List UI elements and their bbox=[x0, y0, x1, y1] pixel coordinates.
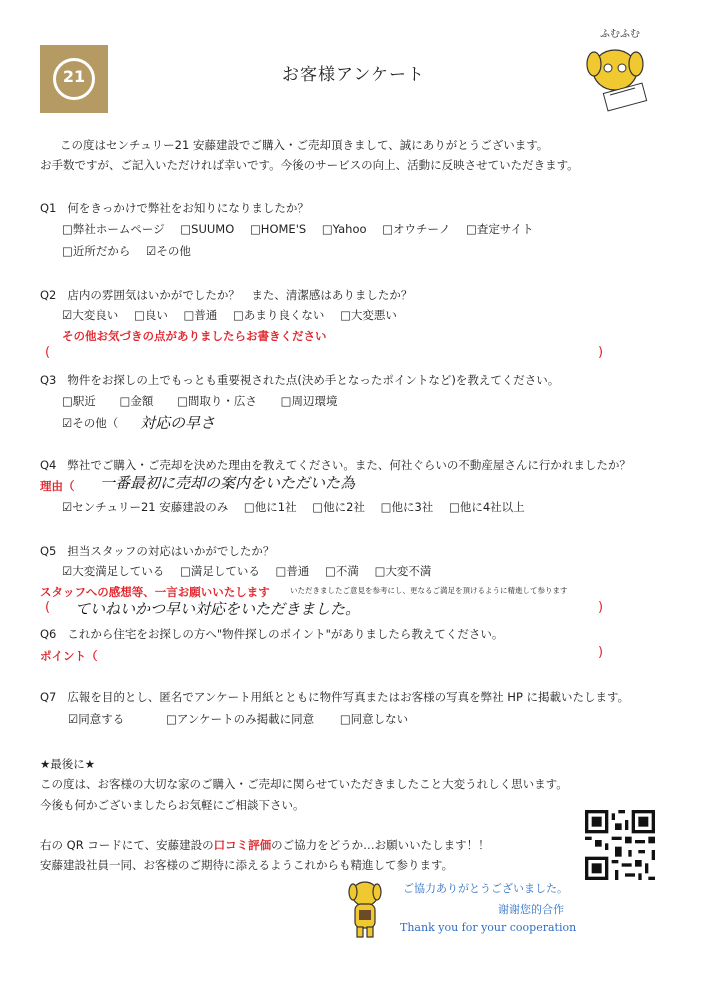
q1-option-yahoo[interactable]: □Yahoo bbox=[321, 222, 367, 236]
thanks-english: Thank you for your cooperation bbox=[400, 921, 577, 934]
q7-label: Q7 bbox=[40, 690, 57, 704]
closing-line-4: 安藤建設社員一同、お客様のご期待に添えるようこれからも精進して参ります。 bbox=[40, 858, 454, 872]
q1-text: 何をきっかけで弊社をお知りになりましたか？ bbox=[67, 201, 309, 215]
q1-option-suumo[interactable]: □SUUMO bbox=[180, 222, 235, 236]
q2-question bbox=[40, 287, 412, 303]
q5-option-very-satisfied[interactable]: ☑大変満足している bbox=[62, 564, 165, 578]
closing-line-2: 今後も何かございましたらお気軽にご相談下さい。 bbox=[40, 798, 305, 812]
q5-question bbox=[40, 543, 274, 559]
q2-paren-close: ) bbox=[598, 345, 604, 360]
q5-option-very-unsatisfied[interactable]: □大変不満 bbox=[374, 564, 432, 578]
page-title: お客様アンケート bbox=[282, 65, 425, 85]
dog-caption: ふむふむ bbox=[600, 29, 640, 40]
q3-option-other[interactable]: ☑その他（ bbox=[62, 416, 119, 430]
q1-option-other[interactable]: ☑その他 bbox=[146, 244, 191, 258]
q1-options-row2 bbox=[62, 243, 203, 259]
closing-qr-line bbox=[40, 837, 490, 853]
q2-options bbox=[62, 307, 409, 323]
q2-option-good[interactable]: □良い bbox=[133, 308, 168, 322]
reading-dog-illustration bbox=[580, 25, 660, 115]
qr-line-post: のご協力をどうか…お願いいたします！！ bbox=[271, 838, 490, 852]
q5-label: Q5 bbox=[40, 544, 57, 558]
q5-option-satisfied[interactable]: □満足している bbox=[179, 564, 260, 578]
q2-prompt: その他お気づきの点がありましたらお書きください bbox=[62, 329, 327, 343]
thanks-chinese: 谢谢您的合作 bbox=[498, 903, 564, 916]
q4-question bbox=[40, 457, 631, 473]
closing-heading: ★最後に★ bbox=[40, 757, 96, 771]
qr-code-icon[interactable] bbox=[585, 810, 655, 880]
q3-option-station[interactable]: □駅近 bbox=[62, 394, 96, 408]
q1-question bbox=[40, 200, 309, 216]
q7-question bbox=[40, 689, 629, 705]
q4-option-century21-only[interactable]: ☑センチュリー21 安藤建設のみ bbox=[62, 500, 229, 514]
q4-option-one-other[interactable]: □他に1社 bbox=[243, 500, 297, 514]
q3-options bbox=[62, 393, 349, 409]
q6-question bbox=[40, 626, 503, 642]
intro-line-1: この度はセンチュリー21 安藤建設でご購入・ご売却頂きまして、誠にありがとうございます。 bbox=[60, 138, 549, 152]
q3-question bbox=[40, 372, 559, 388]
q5-prompt: スタッフへの感想等、一言お願いいたします bbox=[40, 585, 270, 599]
q3-option-layout[interactable]: □間取り・広さ bbox=[177, 394, 257, 408]
q1-options-row1 bbox=[62, 221, 546, 237]
q4-handwritten-answer: 一番最初に売却の案内をいただいた為 bbox=[100, 474, 356, 492]
q1-option-homepage[interactable]: □弊社ホームページ bbox=[62, 222, 165, 236]
q2-option-very-bad[interactable]: □大変悪い bbox=[340, 308, 397, 322]
q2-option-not-good[interactable]: □あまり良くない bbox=[233, 308, 325, 322]
q6-prompt: ポイント（ bbox=[40, 649, 98, 663]
q5-option-unsatisfied[interactable]: □不満 bbox=[325, 564, 359, 578]
q5-paren-open: ( bbox=[45, 600, 51, 615]
q3-text: 物件をお探しの上でもっとも重要視された点(決め手となったポイントなど)を教えてください。 bbox=[67, 373, 560, 387]
intro-line-2: お手数ですが、ご記入いただければ幸いです。今後のサービスの向上、活動に反映させていただきます。 bbox=[40, 158, 579, 172]
qr-line-kuchikomi: 口コミ評価 bbox=[213, 838, 272, 852]
q4-label: Q4 bbox=[40, 458, 57, 472]
q4-option-four-plus[interactable]: □他に4社以上 bbox=[448, 500, 525, 514]
q1-label: Q1 bbox=[40, 201, 57, 215]
q4-options bbox=[62, 499, 537, 515]
q1-option-satei[interactable]: □査定サイト bbox=[465, 222, 534, 236]
q2-paren-open: ( bbox=[45, 345, 51, 360]
q7-options bbox=[68, 711, 420, 727]
dog-mascot-icon bbox=[580, 40, 660, 115]
q6-paren-close: ) bbox=[598, 645, 604, 660]
q5-options bbox=[62, 563, 443, 579]
qr-line-pre: 右の QR コードにて、安藤建設の bbox=[40, 838, 214, 852]
closing-line-1: この度は、お客様の大切な家のご購入・ご売却に関らせていただきましたこと大変うれしく思います。 bbox=[40, 777, 568, 791]
q3-label: Q3 bbox=[40, 373, 57, 387]
q4-text: 弊社でご購入・ご売却を決めた理由を教えてください。また、何社ぐらいの不動産屋さんに行かれましたか？ bbox=[67, 458, 631, 472]
q5-paren-close: ) bbox=[598, 600, 604, 615]
q2-label: Q2 bbox=[40, 288, 57, 302]
q4-option-two-others[interactable]: □他に2社 bbox=[312, 500, 365, 514]
thanks-japanese: ご協力ありがとうございました。 bbox=[403, 882, 568, 895]
q2-option-very-good[interactable]: ☑大変良い bbox=[62, 308, 119, 322]
q5-note: いただきましたご意見を参考にし、更なるご満足を頂けるように精進して参ります bbox=[290, 586, 568, 595]
q1-option-homes[interactable]: □HOME'S bbox=[249, 222, 307, 236]
q1-option-ouchino[interactable]: □オウチーノ bbox=[382, 222, 451, 236]
q7-option-survey-only[interactable]: □アンケートのみ掲載に同意 bbox=[165, 712, 315, 726]
q4-reason-label: 理由（ bbox=[40, 479, 75, 493]
q6-text: これから住宅をお探しの方へ"物件探しのポイント"がありましたら教えてください。 bbox=[67, 627, 504, 641]
q1-option-nearby[interactable]: □近所だから bbox=[62, 244, 131, 258]
q3-option-environment[interactable]: □周辺環境 bbox=[280, 394, 338, 408]
q5-option-normal[interactable]: □普通 bbox=[275, 564, 310, 578]
q5-text: 担当スタッフの対応はいかがでしたか？ bbox=[67, 544, 275, 558]
q7-option-disagree[interactable]: □同意しない bbox=[339, 712, 409, 726]
q3-handwritten-answer: 対応の早さ bbox=[140, 414, 216, 432]
q2-option-normal[interactable]: □普通 bbox=[183, 308, 218, 322]
bowing-dog-icon bbox=[345, 880, 385, 940]
q5-handwritten-answer: ていねいかつ早い対応をいただきました。 bbox=[75, 600, 361, 618]
q2-text: 店内の雰囲気はいかがでしたか？ また、清潔感はありましたか？ bbox=[67, 288, 413, 302]
logo-text: 21 bbox=[62, 67, 86, 86]
q3-option-price[interactable]: □金額 bbox=[119, 394, 154, 408]
q6-label: Q6 bbox=[40, 627, 57, 641]
q7-text: 広報を目的とし、匿名でアンケート用紙とともに物件写真またはお客様の写真を弊社 HP に掲載いたします。 bbox=[67, 690, 630, 704]
q4-option-three-others[interactable]: □他に3社 bbox=[380, 500, 434, 514]
q7-option-agree[interactable]: ☑同意する bbox=[68, 712, 125, 726]
